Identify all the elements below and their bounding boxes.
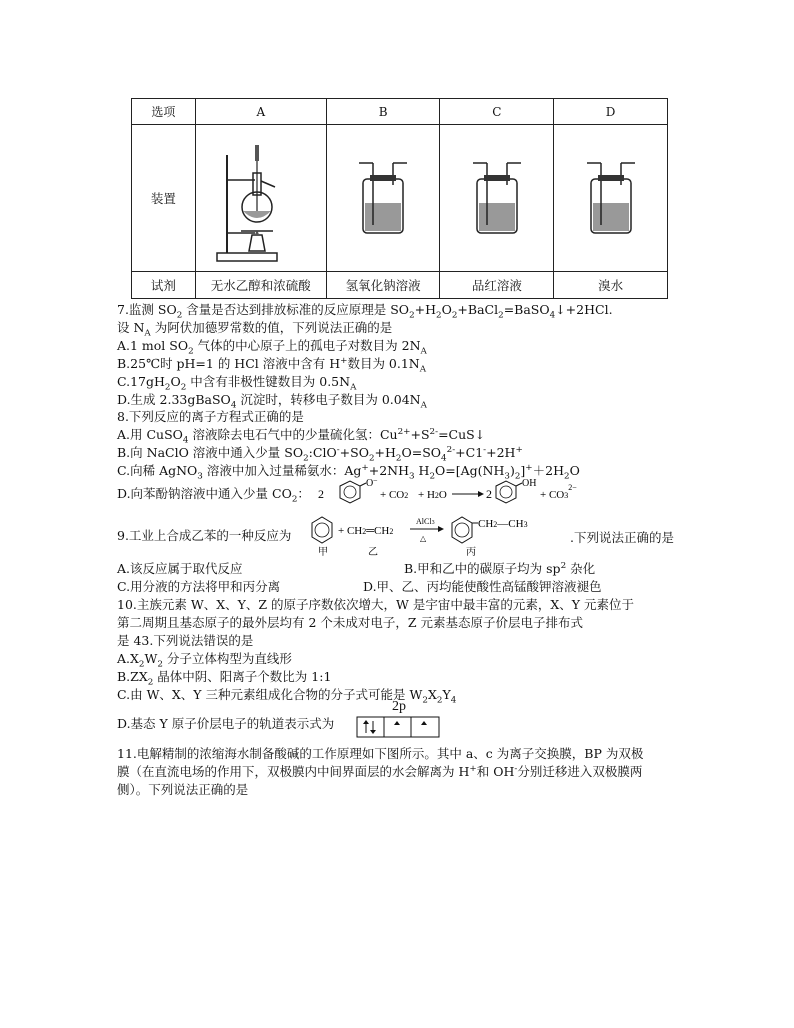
svg-text:+ CO32−: + $CO3^{2-}$ [540, 483, 577, 501]
label-yi: 乙 [368, 547, 378, 557]
ethylene-part2: ═CH [366, 525, 390, 537]
co2-term: + CO [380, 489, 405, 501]
apparatus-a-cell [195, 125, 326, 272]
orbital-diagram [356, 716, 440, 738]
carbonate-term: + CO [540, 489, 565, 501]
q10-option-c: C.由 W、X、Y 三种元素组成化合物的分子式可能是 $W_2X_2Y_4$ [117, 687, 457, 706]
q11-stem-line1: 11.电解精制的浓缩海水制备酸碱的工作原理如下图所示。其中 a、c 为离子交换膜，BP 为双极 [117, 746, 644, 761]
hydroxyl: OH [522, 478, 537, 489]
q10-stem-line2: 第二周期且基态原子的最外层均有 2 个未成对电子，Z 元素基态原子价层电子排布式 [117, 615, 584, 630]
catalyst: AlCl [416, 517, 432, 526]
q9-stem-tail: .下列说法正确的是 [570, 530, 674, 545]
q10-option-b: $B.ZX_2$ 晶体中阴、阳离子个数比为 1:1 [117, 669, 332, 688]
h2o-term: + H [418, 489, 435, 501]
q9-option-c: C.用分液的方法将甲和丙分离 [117, 579, 281, 594]
table-apparatus-row [132, 125, 668, 272]
svg-text:AlCl3: AlCl3 [416, 517, 435, 526]
orbital-box-1 [363, 720, 376, 734]
ethylene-part1: + CH [338, 525, 363, 537]
gas-washing-bottle-icon [467, 157, 527, 237]
q9-option-b: B.甲和乙中的碳原子均为 $sp^2$ 杂化 [404, 560, 596, 576]
svg-text:+ CH2═CH2: + CH2═CH2 [338, 525, 394, 537]
orbital-label: 2p [392, 699, 406, 714]
benzene-ring-icon [496, 481, 516, 503]
q8-option-d: D.向苯酚钠溶液中通入少量 $CO_2$： [117, 486, 310, 505]
q8-option-c: C.向稀 AgNO$_3$ 溶液中加入过量稀氨水：$Ag^++2NH_3$ $H_2O=[Ag(NH_3)_2]^++2H_2O$ [117, 462, 580, 482]
row-label-reagent: 试剂 [132, 272, 196, 299]
q10-stem-line3: 是 43.下列说法错误的是 [117, 633, 254, 648]
label-jia: 甲 [318, 547, 328, 557]
apparatus-b-cell [326, 125, 440, 272]
q8-d-equation [318, 478, 598, 508]
distillation-apparatus-icon [197, 125, 325, 268]
q9-option-a: A.该反应属于取代反应 [117, 561, 243, 576]
table-reagent-row [132, 272, 668, 299]
orbital-box-3 [421, 721, 427, 725]
q8-option-b: B.向 NaClO 溶液中通入少量 $SO_2:ClO^-+SO_2+H_2O=SO_4^{2-}+C1^-+2H^+$ [117, 444, 523, 464]
reagent-a: 无水乙醇和浓硫酸 [195, 272, 326, 299]
q10-option-d: D.基态 Y 原子价层电子的轨道表示式为 [117, 716, 335, 731]
q7-stem: 7.监测 $SO_2$ 含量是否达到排放标准的反应原理是 $SO_2+H_2O_2+BaCl_2=BaSO_4↓+2HCl$. [117, 302, 613, 321]
reagent-c: 品红溶液 [440, 272, 554, 299]
row-label-apparatus: 装置 [132, 125, 196, 272]
oxygen: O [366, 478, 374, 489]
ethyl-part1: CH [478, 518, 494, 530]
heat-symbol: △ [420, 534, 427, 543]
apparatus-c-cell [440, 125, 554, 272]
q7-option-b: B.25℃时 pH=1 的 HCl 溶液中含有 H+数目为 $0.1N_A$ [117, 355, 427, 375]
q9-option-d: D.甲、乙、丙均能使酸性高锰酸钾溶液褪色 [363, 579, 602, 594]
reagent-d: 溴水 [554, 272, 668, 299]
svg-text:CH2—CH3: CH2—CH3 [478, 518, 528, 530]
label-bing: 丙 [466, 547, 476, 557]
q7-option-d: D.生成 2.33gBaSO$_4$ 沉淀时，转移电子数目为 $0.04N_A$ [117, 392, 427, 411]
q11-stem-line3: 侧）。下列说法正确的是 [117, 782, 249, 797]
q10-option-a: $A.X_2W_2$ 分子立体构型为直线形 [117, 651, 292, 670]
q7-option-c: $C.17gH_2O_2$ 中含有非极性键数目为 $0.5N_A$ [117, 374, 357, 393]
ethyl-part2: CH [508, 518, 524, 530]
gas-washing-bottle-icon [581, 157, 641, 237]
header-d: D [554, 99, 668, 125]
gas-washing-bottle-icon [353, 157, 413, 237]
header-b: B [326, 99, 440, 125]
table-header-row [132, 99, 668, 125]
apparatus-d-cell [554, 125, 668, 272]
coefficient: 2 [318, 487, 324, 501]
apparatus-table [131, 98, 668, 299]
row-label-option: 选项 [132, 99, 196, 125]
svg-text:+ H2O: + H2O [418, 489, 447, 501]
charge: − [373, 478, 378, 485]
q11-stem-line2: 膜（在直流电场的作用下，双极膜内中间界面层的水会解离为 H+和 OH-分别迁移进入双极膜两 [117, 763, 643, 779]
q10-stem-line1: 10.主族元素 W、X、Y、Z 的原子序数依次增大，W 是宇宙中最丰富的元素，X、Y 元素位于 [117, 597, 634, 612]
q9-reaction [304, 513, 564, 557]
q9-stem: 9.工业上合成乙苯的一种反应为 [117, 528, 292, 543]
coefficient: 2 [486, 487, 492, 501]
q7-option-a: A.1 mol $SO_2$ 气体的中心原子上的孤电子对数目为 $2N_A$ [117, 338, 427, 357]
orbital-box-2 [394, 721, 400, 725]
reagent-b: 氢氧化钠溶液 [326, 272, 440, 299]
benzene-ring-icon [340, 481, 360, 503]
q8-stem: 8.下列反应的离子方程式正确的是 [117, 409, 304, 424]
q8-option-a: A.用 CuSO$_4$ 溶液除去电石气中的少量硫化氢：$Cu^{2+}+S^{2-}=CuS↓$ [117, 426, 486, 446]
svg-text:+ CO2: + CO2 [380, 489, 409, 501]
header-c: C [440, 99, 554, 125]
q7-stem-line2: 设 $N_A$ 为阿伏加德罗常数的值，下列说法正确的是 [117, 320, 393, 339]
header-a: A [195, 99, 326, 125]
